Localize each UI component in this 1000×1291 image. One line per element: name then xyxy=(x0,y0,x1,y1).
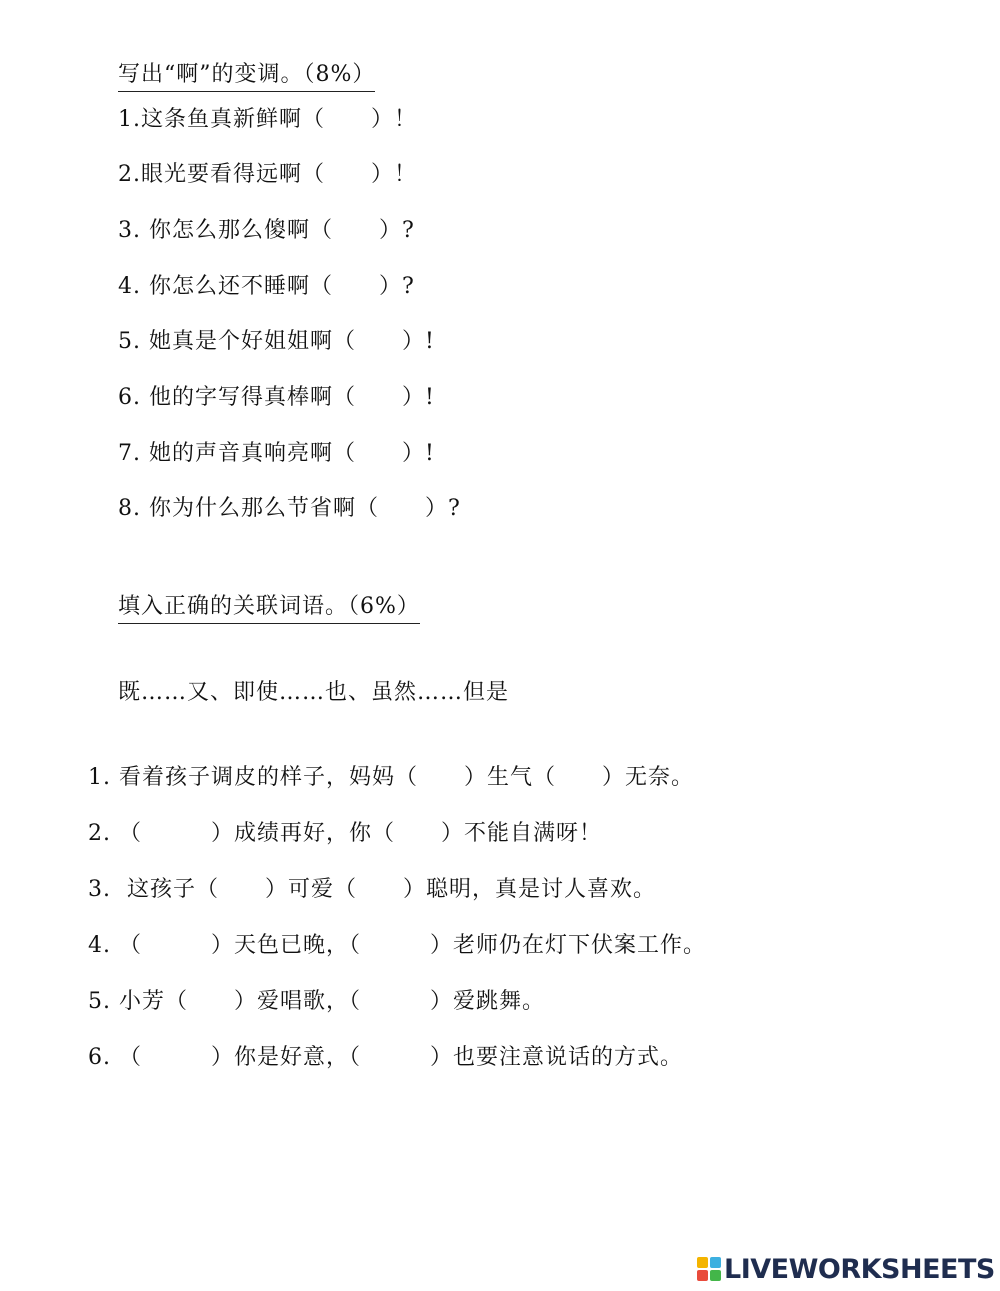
section2-heading: 填入正确的关联词语。（6%） xyxy=(118,592,420,624)
section1-item-4: 4. 你怎么还不睡啊（ ）? xyxy=(118,274,415,299)
section2-item-1: 1. 看着孩子调皮的样子，妈妈（ ）生气（ ）无奈。 xyxy=(88,765,694,790)
liveworksheets-logo xyxy=(697,1254,995,1284)
section2-item-4: 4. （ ）天色已晚，（ ）老师仍在灯下伏案工作。 xyxy=(88,933,706,958)
section1-item-8: 8. 你为什么那么节省啊（ ）? xyxy=(118,496,461,521)
section1-item-2: 2.眼光要看得远啊（ ）！ xyxy=(118,162,417,187)
section1-item-1: 1.这条鱼真新鲜啊（ ）！ xyxy=(118,107,417,132)
section2-item-3: 3. 这孩子（ ）可爱（ ）聪明，真是讨人喜欢。 xyxy=(88,877,656,902)
word-bank: 既……又、即使……也、虽然……但是 xyxy=(118,680,510,705)
section1-item-3: 3. 你怎么那么傻啊（ ）? xyxy=(118,218,415,243)
section2-item-6: 6. （ ）你是好意，（ ）也要注意说话的方式。 xyxy=(88,1045,683,1070)
section1-heading: 写出“啊”的变调。（8%） xyxy=(118,60,375,92)
section1-item-7: 7. 她的声音真响亮啊（ ）! xyxy=(118,441,435,466)
section2-item-2: 2. （ ）成绩再好，你（ ）不能自满呀！ xyxy=(88,821,602,846)
logo-blocks-icon xyxy=(697,1257,721,1281)
logo-text: LIVEWORKSHEETS xyxy=(724,1253,995,1285)
section1-item-5: 5. 她真是个好姐姐啊（ ）! xyxy=(118,329,435,354)
section1-item-6: 6. 他的字写得真棒啊（ ）! xyxy=(118,385,435,410)
section2-item-5: 5. 小芳（ ）爱唱歌，（ ）爱跳舞。 xyxy=(88,989,545,1014)
